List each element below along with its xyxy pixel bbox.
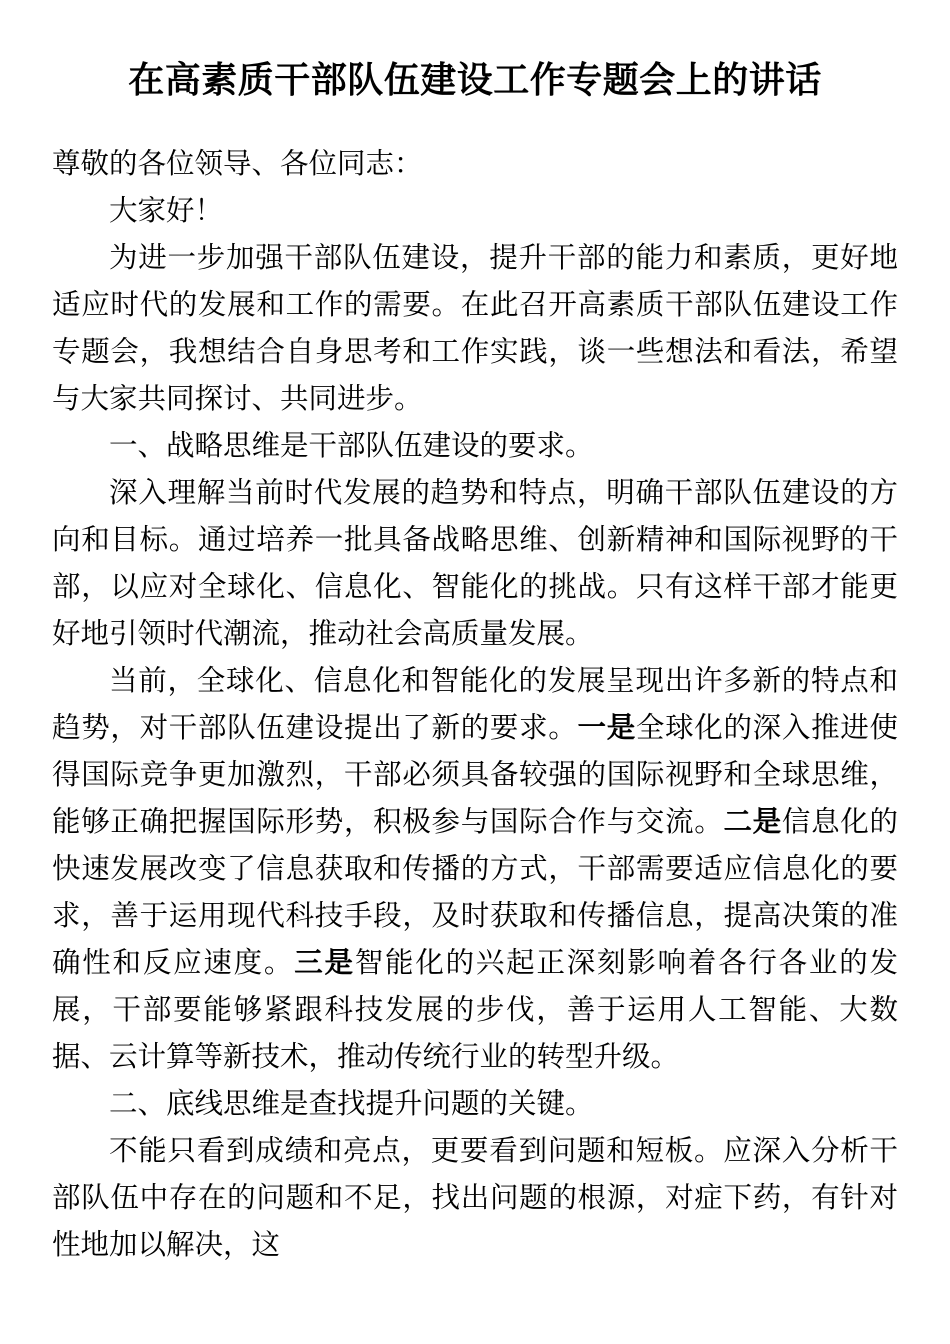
section-heading-two: 二、底线思维是查找提升问题的关键。 bbox=[109, 1088, 594, 1120]
emphasis-run: 一是 bbox=[577, 712, 636, 744]
page-title: 在高素质干部队伍建设工作专题会上的讲话 bbox=[128, 59, 822, 100]
greeting-line: 大家好！ bbox=[109, 195, 224, 227]
section-two-paragraph-one: 不能只看到成绩和亮点，更要看到问题和短板。应深入分析干部队伍中存在的问题和不足，找出问题的根源，对症下药，有针对性地加以解决，这 bbox=[52, 1135, 898, 1261]
emphasis-run: 三是 bbox=[294, 947, 355, 979]
section-heading-one: 一、战略思维是干部队伍建设的要求。 bbox=[109, 430, 594, 462]
document-body bbox=[52, 141, 898, 1269]
section-one-paragraph-one: 深入理解当前时代发展的趋势和特点，明确干部队伍建设的方向和目标。通过培养一批具备战略思维、创新精神和国际视野的干部，以应对全球化、信息化、智能化的挑战。只有这样干部才能更好地引领时代潮流，推动社会高质量发展。 bbox=[52, 477, 898, 650]
section-one-paragraph-two: 当前，全球化、信息化和智能化的发展呈现出许多新的特点和趋势，对干部队伍建设提出了新的要求。一是全球化的深入推进使得国际竞争更加激烈，干部必须具备较强的国际视野和全球思维，能够正确把握国际形势，积极参与国际合作与交流。二是信息化的快速发展改变了信息获取和传播的方式，干部需要适应信息化的要求，善于运用现代科技手段，及时获取和传播信息，提高决策的准确性和反应速度。三是智能化的兴起正深刻影响着各行各业的发展，干部要能够紧跟科技发展的步伐，善于运用人工智能、大数据、云计算等新技术，推动传统行业的转型升级。 bbox=[52, 665, 898, 1073]
intro-paragraph: 为进一步加强干部队伍建设，提升干部的能力和素质，更好地适应时代的发展和工作的需要。在此召开高素质干部队伍建设工作专题会，我想结合自身思考和工作实践，谈一些想法和看法，希望与大家共同探讨、共同进步。 bbox=[52, 242, 898, 415]
salutation-line: 尊敬的各位领导、各位同志： bbox=[52, 148, 423, 180]
emphasis-run: 二是 bbox=[723, 806, 782, 838]
